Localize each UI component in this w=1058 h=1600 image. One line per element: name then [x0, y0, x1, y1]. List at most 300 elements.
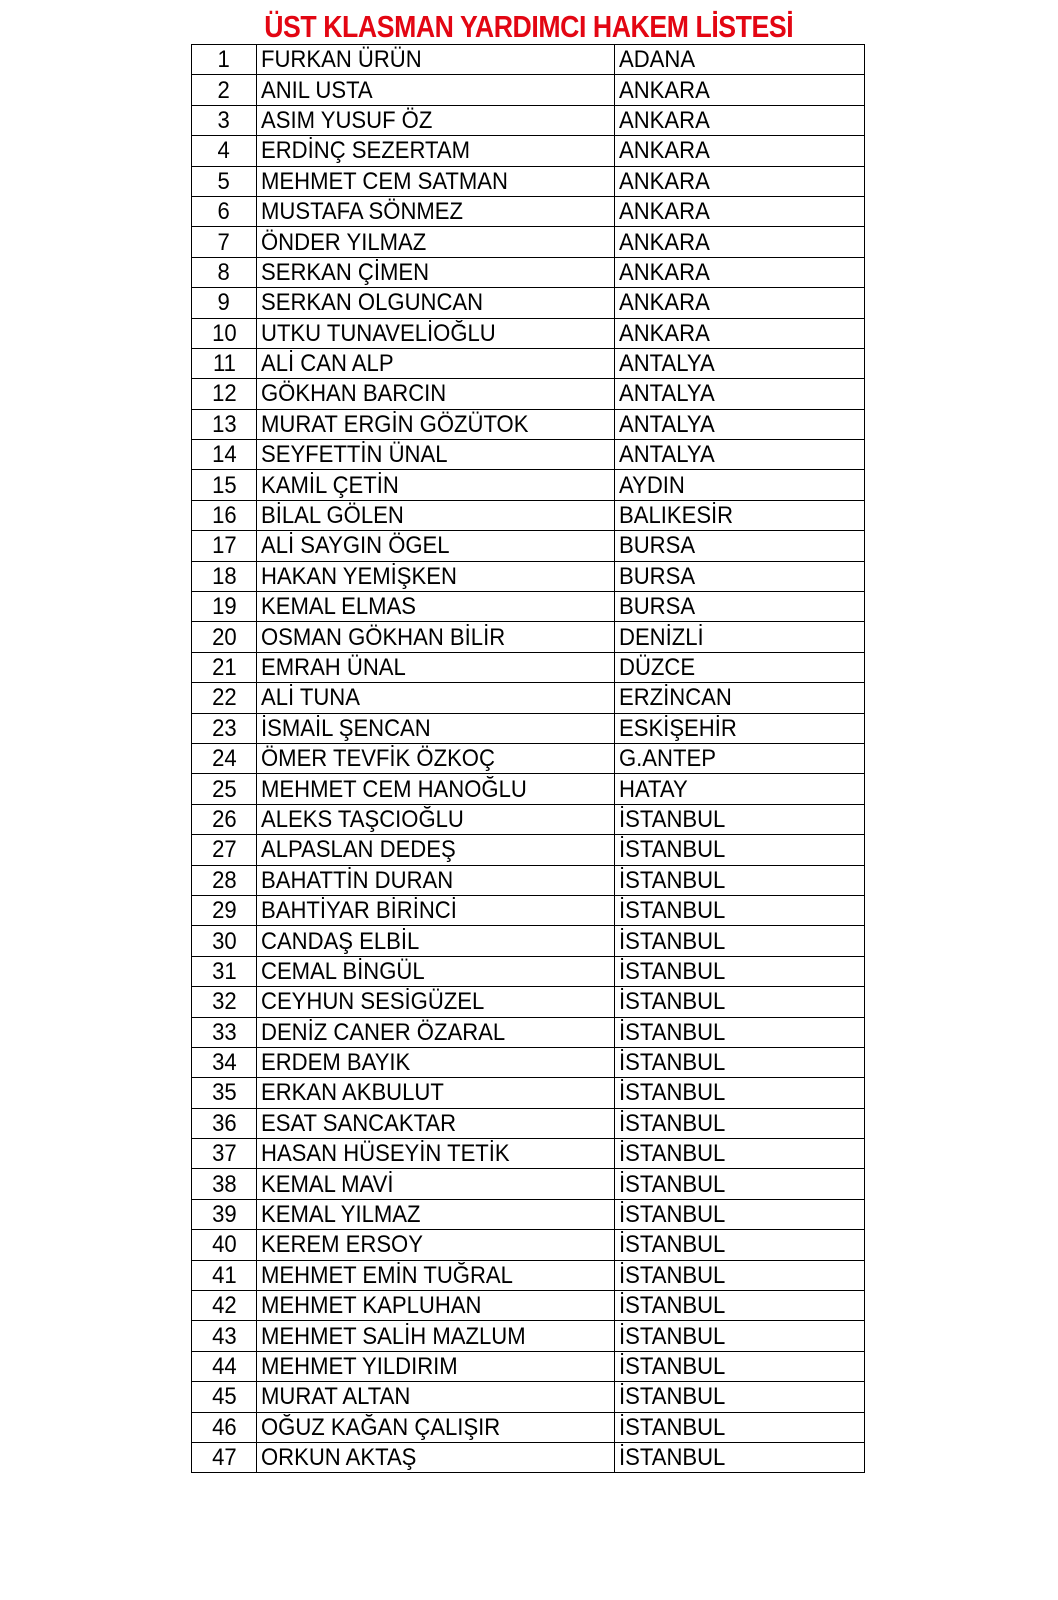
referee-city: ANTALYA — [619, 441, 715, 469]
referee-city: İSTANBUL — [619, 927, 726, 955]
table-row — [192, 1321, 865, 1351]
table-row — [192, 136, 865, 166]
referee-name-cell — [257, 1108, 615, 1138]
referee-city-cell — [615, 1260, 865, 1290]
row-number-cell — [192, 1230, 257, 1260]
row-number-cell — [192, 713, 257, 743]
referee-city-cell — [615, 136, 865, 166]
referee-city: BURSA — [619, 532, 696, 560]
referee-city: İSTANBUL — [619, 805, 726, 833]
referee-name-cell — [257, 895, 615, 925]
referee-name: MURAT ALTAN — [261, 1383, 411, 1411]
referee-city: İSTANBUL — [619, 836, 726, 864]
row-number: 24 — [211, 745, 237, 773]
row-number-cell — [192, 895, 257, 925]
row-number: 7 — [217, 228, 231, 256]
referee-city-cell — [615, 683, 865, 713]
row-number-cell — [192, 531, 257, 561]
row-number: 28 — [211, 866, 237, 894]
row-number: 38 — [211, 1170, 237, 1198]
referee-name: GÖKHAN BARCIN — [261, 380, 447, 408]
row-number-cell — [192, 379, 257, 409]
referee-name-cell — [257, 1260, 615, 1290]
row-number-cell — [192, 1291, 257, 1321]
table-row — [192, 227, 865, 257]
row-number-cell — [192, 288, 257, 318]
referee-name-cell — [257, 440, 615, 470]
row-number: 8 — [217, 258, 231, 286]
referee-city-cell — [615, 379, 865, 409]
referee-city-cell — [615, 561, 865, 591]
row-number-cell — [192, 318, 257, 348]
referee-name: ERKAN AKBULUT — [261, 1079, 444, 1107]
table-row — [192, 622, 865, 652]
table-row — [192, 774, 865, 804]
referee-city: İSTANBUL — [619, 1109, 726, 1137]
table-row — [192, 470, 865, 500]
referee-city: İSTANBUL — [619, 1292, 726, 1320]
row-number-cell — [192, 804, 257, 834]
table-row — [192, 1169, 865, 1199]
referee-city-cell — [615, 622, 865, 652]
referee-name: MEHMET EMİN TUĞRAL — [261, 1261, 513, 1289]
referee-city: ERZİNCAN — [619, 684, 732, 712]
row-number: 6 — [217, 198, 231, 226]
referee-name-cell — [257, 743, 615, 773]
referee-city-cell — [615, 987, 865, 1017]
referee-name-cell — [257, 713, 615, 743]
table-row — [192, 288, 865, 318]
referee-city: ANTALYA — [619, 410, 715, 438]
referee-name-cell — [257, 531, 615, 561]
referee-name: CEMAL BİNGÜL — [261, 957, 425, 985]
referee-name-cell — [257, 196, 615, 226]
referee-city-cell — [615, 196, 865, 226]
referee-name-cell — [257, 561, 615, 591]
referee-city: İSTANBUL — [619, 1201, 726, 1229]
referee-city: DENİZLİ — [619, 623, 704, 651]
table-row — [192, 409, 865, 439]
referee-city-cell — [615, 166, 865, 196]
row-number-cell — [192, 592, 257, 622]
referee-city: G.ANTEP — [619, 745, 716, 773]
row-number: 43 — [211, 1322, 237, 1350]
row-number-cell — [192, 1078, 257, 1108]
referee-city-cell — [615, 470, 865, 500]
referee-city-cell — [615, 1351, 865, 1381]
referee-city-cell — [615, 1108, 865, 1138]
referee-name: OSMAN GÖKHAN BİLİR — [261, 623, 506, 651]
row-number: 47 — [211, 1444, 237, 1472]
table-row — [192, 348, 865, 378]
referee-name-cell — [257, 652, 615, 682]
referee-city: AYDIN — [619, 471, 685, 499]
table-row — [192, 1017, 865, 1047]
referee-name-cell — [257, 1047, 615, 1077]
row-number-cell — [192, 166, 257, 196]
row-number: 16 — [211, 502, 237, 530]
referee-city-cell — [615, 713, 865, 743]
row-number: 45 — [211, 1383, 237, 1411]
referee-name-cell — [257, 1351, 615, 1381]
row-number: 41 — [211, 1261, 237, 1289]
referee-name: CANDAŞ ELBİL — [261, 927, 420, 955]
table-row — [192, 1351, 865, 1381]
row-number: 27 — [211, 836, 237, 864]
referee-table — [191, 44, 865, 1473]
referee-name: SEYFETTİN ÜNAL — [261, 441, 448, 469]
row-number-cell — [192, 1382, 257, 1412]
referee-city-cell — [615, 1139, 865, 1169]
referee-name: MUSTAFA SÖNMEZ — [261, 198, 464, 226]
referee-city-cell — [615, 500, 865, 530]
referee-city: İSTANBUL — [619, 1049, 726, 1077]
row-number-cell — [192, 75, 257, 105]
referee-name: HASAN HÜSEYİN TETİK — [261, 1140, 510, 1168]
referee-name: UTKU TUNAVELİOĞLU — [261, 319, 496, 347]
row-number: 40 — [211, 1231, 237, 1259]
referee-name-cell — [257, 1139, 615, 1169]
referee-city: ADANA — [619, 46, 696, 74]
row-number-cell — [192, 105, 257, 135]
row-number-cell — [192, 561, 257, 591]
row-number: 22 — [211, 684, 237, 712]
table-row — [192, 592, 865, 622]
table-row — [192, 865, 865, 895]
row-number: 4 — [217, 137, 231, 165]
row-number: 10 — [211, 319, 237, 347]
referee-city-cell — [615, 1321, 865, 1351]
table-row — [192, 713, 865, 743]
row-number: 33 — [211, 1018, 237, 1046]
row-number: 44 — [211, 1352, 237, 1380]
row-number-cell — [192, 1199, 257, 1229]
referee-name: MEHMET CEM HANOĞLU — [261, 775, 527, 803]
referee-city: İSTANBUL — [619, 957, 726, 985]
row-number-cell — [192, 45, 257, 75]
referee-name-cell — [257, 1230, 615, 1260]
row-number: 3 — [217, 106, 231, 134]
referee-city-cell — [615, 1199, 865, 1229]
row-number: 14 — [211, 441, 237, 469]
table-row — [192, 926, 865, 956]
row-number: 20 — [211, 623, 237, 651]
row-number-cell — [192, 440, 257, 470]
table-row — [192, 75, 865, 105]
row-number: 34 — [211, 1049, 237, 1077]
row-number: 12 — [211, 380, 237, 408]
row-number-cell — [192, 865, 257, 895]
row-number: 32 — [211, 988, 237, 1016]
referee-city: BURSA — [619, 562, 696, 590]
referee-name: HAKAN YEMİŞKEN — [261, 562, 457, 590]
referee-name-cell — [257, 257, 615, 287]
row-number: 30 — [211, 927, 237, 955]
table-row — [192, 1291, 865, 1321]
referee-city-cell — [615, 1382, 865, 1412]
referee-name: MEHMET YILDIRIM — [261, 1352, 458, 1380]
referee-city: İSTANBUL — [619, 866, 726, 894]
table-row — [192, 956, 865, 986]
row-number: 35 — [211, 1079, 237, 1107]
referee-city-cell — [615, 743, 865, 773]
table-row — [192, 531, 865, 561]
row-number: 37 — [211, 1140, 237, 1168]
row-number-cell — [192, 652, 257, 682]
referee-name-cell — [257, 1169, 615, 1199]
referee-city-cell — [615, 257, 865, 287]
table-row — [192, 1382, 865, 1412]
referee-city: DÜZCE — [619, 654, 696, 681]
row-number-cell — [192, 348, 257, 378]
table-row — [192, 166, 865, 196]
table-row — [192, 683, 865, 713]
row-number: 1 — [217, 46, 231, 74]
referee-city: İSTANBUL — [619, 1444, 726, 1472]
referee-city-cell — [615, 227, 865, 257]
row-number: 36 — [211, 1109, 237, 1137]
table-row — [192, 835, 865, 865]
referee-name-cell — [257, 75, 615, 105]
referee-city-cell — [615, 926, 865, 956]
referee-name: ALPASLAN DEDEŞ — [261, 836, 456, 864]
referee-city: İSTANBUL — [619, 1352, 726, 1380]
page-title: ÜST KLASMAN YARDIMCI HAKEM LİSTESİ — [264, 9, 794, 44]
row-number-cell — [192, 196, 257, 226]
referee-city: ANKARA — [619, 106, 710, 134]
referee-name: MEHMET CEM SATMAN — [261, 167, 508, 195]
referee-city-cell — [615, 895, 865, 925]
referee-city: BURSA — [619, 593, 696, 621]
referee-name: ORKUN AKTAŞ — [261, 1444, 417, 1472]
referee-city-cell — [615, 1169, 865, 1199]
referee-city: İSTANBUL — [619, 1231, 726, 1259]
row-number-cell — [192, 835, 257, 865]
table-row — [192, 379, 865, 409]
row-number-cell — [192, 1047, 257, 1077]
row-number: 29 — [211, 897, 237, 925]
row-number: 21 — [211, 654, 237, 681]
referee-city-cell — [615, 774, 865, 804]
referee-name-cell — [257, 987, 615, 1017]
referee-name-cell — [257, 45, 615, 75]
referee-city: ANKARA — [619, 198, 710, 226]
table-row — [192, 987, 865, 1017]
referee-city: İSTANBUL — [619, 1261, 726, 1289]
referee-name-cell — [257, 288, 615, 318]
referee-name-cell — [257, 774, 615, 804]
referee-name: OĞUZ KAĞAN ÇALIŞIR — [261, 1413, 501, 1441]
row-number-cell — [192, 1108, 257, 1138]
referee-name-cell — [257, 105, 615, 135]
table-row — [192, 257, 865, 287]
referee-name-cell — [257, 1199, 615, 1229]
row-number-cell — [192, 683, 257, 713]
referee-name: KAMİL ÇETİN — [261, 471, 399, 499]
referee-name-cell — [257, 379, 615, 409]
referee-city-cell — [615, 956, 865, 986]
referee-name-cell — [257, 136, 615, 166]
row-number-cell — [192, 1139, 257, 1169]
referee-city: ANTALYA — [619, 380, 715, 408]
row-number-cell — [192, 1351, 257, 1381]
referee-name-cell — [257, 1078, 615, 1108]
referee-city-cell — [615, 75, 865, 105]
referee-city: İSTANBUL — [619, 1413, 726, 1441]
referee-name-cell — [257, 1017, 615, 1047]
referee-city: ANKARA — [619, 319, 710, 347]
row-number: 23 — [211, 714, 237, 742]
referee-name: İSMAİL ŞENCAN — [261, 714, 431, 742]
row-number: 42 — [211, 1292, 237, 1320]
table-row — [192, 105, 865, 135]
referee-name-cell — [257, 804, 615, 834]
referee-city-cell — [615, 1078, 865, 1108]
referee-city: HATAY — [619, 775, 688, 803]
referee-name: BAHATTİN DURAN — [261, 866, 454, 894]
referee-name: ALİ SAYGIN ÖGEL — [261, 532, 450, 560]
table-row — [192, 1412, 865, 1442]
referee-name: MEHMET KAPLUHAN — [261, 1292, 482, 1320]
row-number: 2 — [217, 76, 231, 104]
row-number-cell — [192, 1017, 257, 1047]
referee-city-cell — [615, 318, 865, 348]
row-number-cell — [192, 956, 257, 986]
row-number-cell — [192, 409, 257, 439]
referee-city: BALIKESİR — [619, 502, 734, 530]
table-row — [192, 196, 865, 226]
referee-name: ERDİNÇ SEZERTAM — [261, 137, 470, 165]
referee-name-cell — [257, 1291, 615, 1321]
row-number: 18 — [211, 562, 237, 590]
referee-name-cell — [257, 318, 615, 348]
referee-name-cell — [257, 926, 615, 956]
referee-city-cell — [615, 592, 865, 622]
row-number-cell — [192, 1321, 257, 1351]
row-number-cell — [192, 774, 257, 804]
referee-name: ÖNDER YILMAZ — [261, 228, 427, 256]
table-row — [192, 743, 865, 773]
row-number-cell — [192, 1412, 257, 1442]
row-number-cell — [192, 227, 257, 257]
referee-name-cell — [257, 835, 615, 865]
referee-city: ANKARA — [619, 167, 710, 195]
referee-city-cell — [615, 652, 865, 682]
referee-table-body — [192, 45, 865, 1473]
referee-city-cell — [615, 865, 865, 895]
referee-city-cell — [615, 440, 865, 470]
referee-name: SERKAN ÇİMEN — [261, 258, 430, 286]
referee-name-cell — [257, 622, 615, 652]
referee-city-cell — [615, 804, 865, 834]
referee-name: ASIM YUSUF ÖZ — [261, 106, 433, 134]
referee-name-cell — [257, 1321, 615, 1351]
row-number: 15 — [211, 471, 237, 499]
table-row — [192, 500, 865, 530]
referee-name: ALEKS TAŞCIOĞLU — [261, 805, 464, 833]
referee-city: ANKARA — [619, 258, 710, 286]
referee-city: ESKİŞEHİR — [619, 714, 737, 742]
referee-name: ALİ TUNA — [261, 684, 360, 712]
table-row — [192, 45, 865, 75]
referee-name: ERDEM BAYIK — [261, 1049, 411, 1077]
referee-city-cell — [615, 105, 865, 135]
table-row — [192, 895, 865, 925]
referee-name-cell — [257, 683, 615, 713]
referee-name: MURAT ERGİN GÖZÜTOK — [261, 410, 529, 438]
referee-city: İSTANBUL — [619, 1079, 726, 1107]
referee-city-cell — [615, 45, 865, 75]
referee-name: KEMAL MAVİ — [261, 1170, 394, 1198]
referee-city-cell — [615, 531, 865, 561]
referee-city: İSTANBUL — [619, 1018, 726, 1046]
row-number: 19 — [211, 593, 237, 621]
referee-city-cell — [615, 409, 865, 439]
referee-city: ANKARA — [619, 76, 710, 104]
referee-name-cell — [257, 227, 615, 257]
referee-city-cell — [615, 1291, 865, 1321]
referee-name: EMRAH ÜNAL — [261, 654, 406, 681]
referee-name: ESAT SANCAKTAR — [261, 1109, 457, 1137]
referee-name: KEMAL ELMAS — [261, 593, 417, 621]
table-row — [192, 1078, 865, 1108]
table-row — [192, 440, 865, 470]
referee-city-cell — [615, 348, 865, 378]
row-number: 5 — [217, 167, 231, 195]
referee-name: CEYHUN SESİGÜZEL — [261, 988, 485, 1016]
row-number-cell — [192, 136, 257, 166]
table-row — [192, 1442, 865, 1472]
referee-name: KEMAL YILMAZ — [261, 1201, 421, 1229]
row-number: 26 — [211, 805, 237, 833]
referee-name-cell — [257, 166, 615, 196]
referee-city: İSTANBUL — [619, 1322, 726, 1350]
table-row — [192, 1139, 865, 1169]
row-number: 46 — [211, 1413, 237, 1441]
table-row — [192, 652, 865, 682]
row-number: 17 — [211, 532, 237, 560]
row-number-cell — [192, 622, 257, 652]
referee-name: MEHMET SALİH MAZLUM — [261, 1322, 526, 1350]
referee-name-cell — [257, 1442, 615, 1472]
referee-city: ANKARA — [619, 228, 710, 256]
referee-city-cell — [615, 1047, 865, 1077]
row-number-cell — [192, 743, 257, 773]
row-number: 39 — [211, 1201, 237, 1229]
row-number-cell — [192, 257, 257, 287]
referee-name: KEREM ERSOY — [261, 1231, 423, 1259]
referee-city-cell — [615, 1017, 865, 1047]
table-row — [192, 561, 865, 591]
referee-name-cell — [257, 1382, 615, 1412]
table-row — [192, 804, 865, 834]
row-number-cell — [192, 987, 257, 1017]
referee-city: İSTANBUL — [619, 1170, 726, 1198]
referee-name-cell — [257, 348, 615, 378]
referee-city: İSTANBUL — [619, 1140, 726, 1168]
referee-city-cell — [615, 1412, 865, 1442]
row-number: 25 — [211, 775, 237, 803]
table-row — [192, 1260, 865, 1290]
referee-name-cell — [257, 500, 615, 530]
row-number: 13 — [211, 410, 237, 438]
referee-name-cell — [257, 956, 615, 986]
referee-name-cell — [257, 470, 615, 500]
table-row — [192, 1108, 865, 1138]
referee-name-cell — [257, 1412, 615, 1442]
referee-name: ANIL USTA — [261, 76, 373, 104]
row-number: 9 — [217, 289, 231, 317]
